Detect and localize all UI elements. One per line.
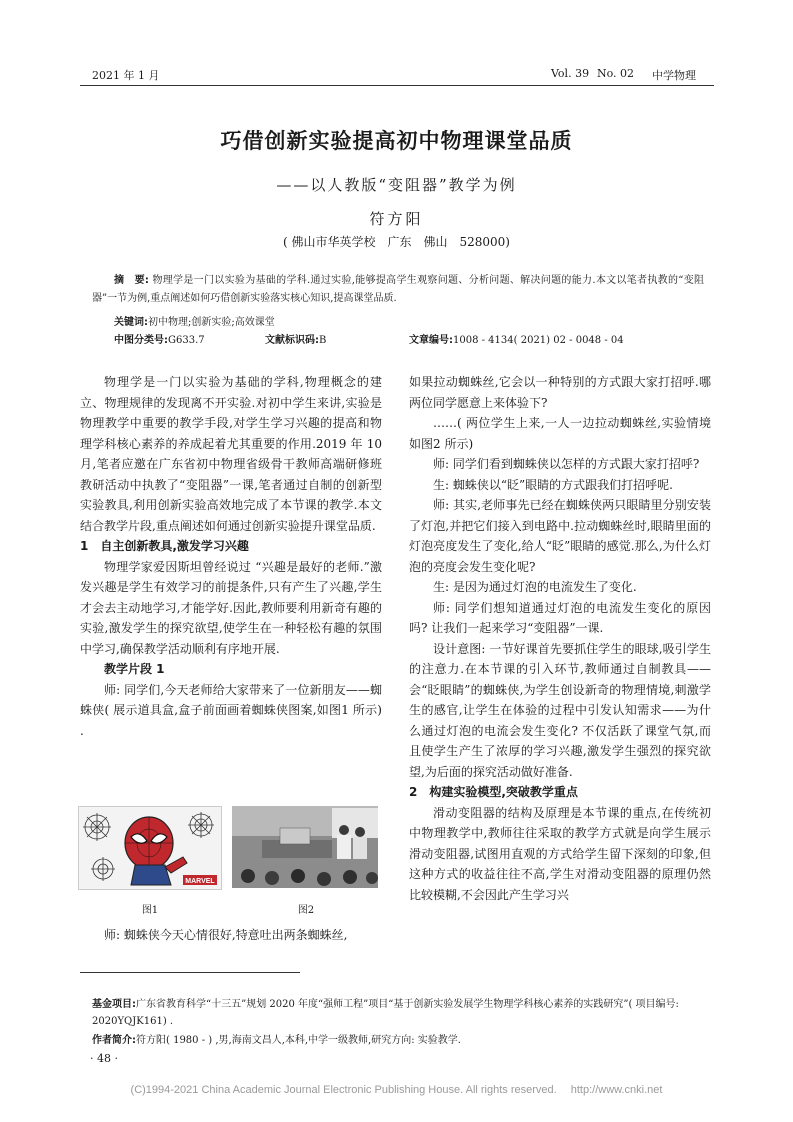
spiderman-illustration <box>79 807 221 889</box>
author-bio-label: 作者简介: <box>92 1035 136 1046</box>
segment-1-title: 教学片段 1 <box>104 662 165 676</box>
intro-paragraph: 物理学是一门以实验为基础的学科,物理概念的建立、物理规律的发现离不开实验.对初中学生来讲,实验是物理教学中重要的教学手段,对学生学习兴趣的提高和物理学科核心素养的养成起着尤其重要的作用.2019 年 10 月,笔者应邀在广东省初中物理省级骨干教师高端研修班教研活动中执教了“变阻器”一课,笔者通过自制的创新型实验教具,利用创新实验高效地完成了本节课的教学.本文结合教学片段,重点阐述如何通过创新实验提升课堂品质. <box>80 375 382 533</box>
abstract-label: 摘 要: <box>114 275 149 286</box>
left-column-top <box>80 372 382 741</box>
footnote-rule <box>80 972 300 973</box>
right-column <box>409 372 711 905</box>
page-number: · 48 · <box>90 1052 118 1065</box>
keywords-label: 关键词: <box>114 317 148 328</box>
fund-text: 广东省教育科学“十三五”规划 2020 年度“强师工程”项目“基于创新实验发展学生物理学科核心素养的实践研究”( 项目编号: 2020YQJK161) . <box>92 999 679 1027</box>
header-date: 2021 年 1 月 <box>92 69 160 82</box>
fund-label: 基金项目: <box>92 999 136 1010</box>
segment-1-paragraph: 师: 同学们,今天老师给大家带来了一位新朋友——蜘蛛侠( 展示道具盒,盒子前面画着蜘蛛侠图案,如图1 所示) . <box>80 682 382 738</box>
author-affiliation: ( 佛山市华英学校 广东 佛山 528000) <box>283 235 510 249</box>
keywords <box>114 315 275 330</box>
right-paragraph-4: 生: 蜘蛛侠以“眨”眼睛的方式跟我们打招呼呢. <box>433 477 673 492</box>
abstract <box>92 272 704 308</box>
projector-screen <box>332 808 378 838</box>
segment-1-continued: 师: 蜘蛛侠今天心情很好,特意吐出两条蜘蛛丝, <box>104 928 348 942</box>
footnote-fund <box>92 996 704 1030</box>
audience-head-5 <box>343 870 357 884</box>
paper-title: 巧借创新实验提高初中物理课堂品质 <box>220 129 573 153</box>
right-paragraph-2: ……( 两位学生上来,一人一边拉动蜘蛛丝,实验情境如图2 所示) <box>409 416 711 451</box>
audience-head-6 <box>366 872 378 884</box>
keywords-text: 初中物理;创新实验;高效课堂 <box>148 317 275 328</box>
doc-label: 文献标识码: <box>265 335 319 346</box>
left-column-bottom <box>80 925 382 946</box>
classroom-photo <box>232 806 378 888</box>
figure-2-image <box>232 806 378 888</box>
figure-1-image <box>78 806 222 890</box>
spider-web-bottom <box>91 857 115 881</box>
demo-box <box>280 828 310 844</box>
right-paragraph-5: 师: 其实,老师事先已经在蜘蛛侠两只眼睛里分别安装了灯泡,并把它们接入到电路中.拉动蜘蛛丝时,眼睛里面的灯泡亮度发生了变化,给人“眨”眼睛的感觉.那么,为什么灯泡的亮度会发生变化呢? <box>409 498 711 574</box>
paper-subtitle: ——以人教版“变阻器”教学为例 <box>276 176 517 194</box>
right-paragraph-6: 生: 是因为通过灯泡的电流发生了变化. <box>433 580 637 594</box>
figure-2-caption: 图2 <box>297 905 315 916</box>
article-value: 1008 - 4134( 2021) 02 - 0048 - 04 <box>453 335 624 346</box>
header-volume: Vol. 39 <box>551 67 590 80</box>
student-head-1 <box>339 825 349 835</box>
copyright-notice: (C)1994-2021 China Academic Journal Electronic Publishing House. All rights reserved. http://www.cnki.net <box>130 1084 663 1096</box>
author-name: 符方阳 <box>369 210 424 228</box>
right-paragraph-3: 师: 同学们看到蜘蛛侠以怎样的方式跟大家打招呼? <box>433 457 700 471</box>
student-body-1 <box>337 835 351 859</box>
student-head-2 <box>355 827 365 837</box>
section-1-paragraph: 物理学家爱因斯坦曾经说过 “兴趣是最好的老师.”激发兴趣是学生有效学习的前提条件,只有产生了兴趣,学生才会去主动地学习,才能学好.因此,教师要利用新奇有趣的实验,激发学生的探究欲望,使学生在一种轻松有趣的氛围中学习,确保教学活动顺利有序地开展. <box>80 559 382 656</box>
header-journal: 中学物理 <box>652 69 696 82</box>
right-paragraph-1: 如果拉动蜘蛛丝,它会以一种特别的方式跟大家打招呼.哪两位同学愿意上来体验下? <box>409 375 711 410</box>
section-2-heading: 2 构建实验模型,突破教学重点 <box>409 785 578 799</box>
spider-web-right <box>188 812 214 838</box>
section-2-paragraph: 滑动变阻器的结构及原理是本节课的重点,在传统初中物理教学中,教师往往采取的教学方式就是向学生展示滑动变阻器,试图用直观的方式给学生留下深刻的印象,但这种方式的收益往往不高,学生对滑动变阻器的原理仍然比较模糊,不会因此产生学习兴 <box>409 805 711 902</box>
audience-head-4 <box>317 872 331 886</box>
figure-1-caption: 图1 <box>141 905 159 916</box>
spiderman-body <box>131 865 171 885</box>
clc-label: 中图分类号: <box>114 335 168 346</box>
header-rule <box>80 85 714 86</box>
student-body-2 <box>353 837 367 859</box>
doc-value: B <box>319 335 327 346</box>
design-intent-paragraph: 设计意图: 一节好课首先要抓住学生的眼球,吸引学生的注意力.在本节课的引入环节,教师通过自制教具——会“眨眼睛”的蜘蛛侠,为学生创设新奇的物理情境,刺激学生的感官,让学生在体验的过程中引发认知需求——为什么通过灯泡的电流会发生变化? 不仅活跃了课堂气氛,而且使学生产生了浓厚的学习兴趣,激发学生强烈的探究欲望,为后面的探究活动做好准备. <box>409 641 711 779</box>
spider-web-left <box>83 813 111 841</box>
article-label: 文章编号: <box>409 335 453 346</box>
audience-head-3 <box>291 869 305 883</box>
header-number: No. 02 <box>597 67 635 80</box>
abstract-text: 物理学是一门以实验为基础的学科.通过实验,能够提高学生观察问题、分析问题、解决问题的能力.本文以笔者执教的“变阻器”一节为例,重点阐述如何巧借创新实验落实核心知识,提高课堂品质. <box>92 275 705 304</box>
audience-head-1 <box>241 869 255 883</box>
audience-head-2 <box>265 871 279 885</box>
article-number <box>409 333 624 348</box>
author-bio-text: 符方阳( 1980 - ) ,男,海南文昌人,本科,中学一级教师,研究方向: 实验教学. <box>136 1035 461 1046</box>
section-1-heading: 1 自主创新教具,激发学习兴趣 <box>80 539 249 553</box>
doc-code <box>265 333 326 348</box>
footnote-author <box>92 1032 704 1049</box>
marvel-logo-text: MARVEL <box>185 878 215 885</box>
right-paragraph-7: 师: 同学们想知道通过灯泡的电流发生变化的原因吗? 让我们一起来学习“变阻器”一课. <box>409 600 711 635</box>
clc-value: G633.7 <box>168 335 205 346</box>
clc-number <box>114 333 205 348</box>
